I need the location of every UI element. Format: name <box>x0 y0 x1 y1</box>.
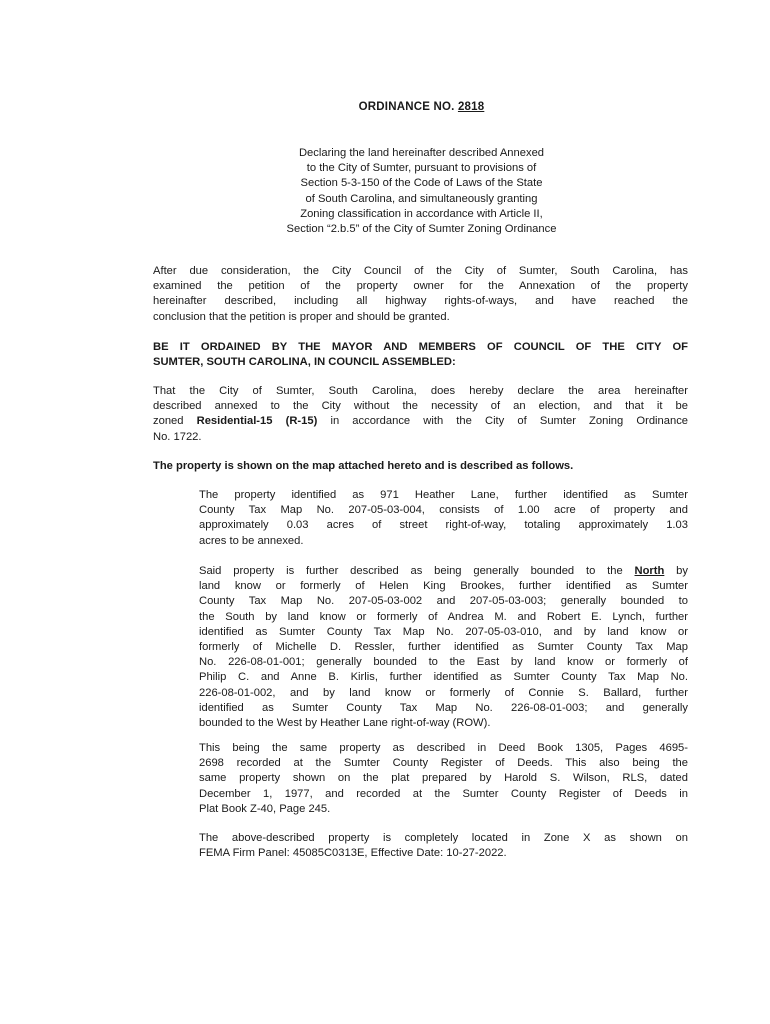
paragraph-line: Plat Book Z-40, Page 245. <box>199 802 331 815</box>
ordinance-title <box>0 101 770 113</box>
bounded-text: Said property is further described as being generally bounded to the <box>199 565 635 577</box>
paragraph-line: After due consideration, the City Council of the City of Sumter, South Carolina, has <box>153 265 688 277</box>
paragraph-line: land know or formerly of Helen King Brookes, further identified as Sumter <box>199 580 688 593</box>
paragraph-line: That the City of Sumter, South Carolina, does hereby declare the area hereinafter <box>153 385 688 397</box>
north-label: North <box>634 565 665 577</box>
ordained-paragraph <box>153 340 688 370</box>
paragraph-line: hereinafter described, including all highway rights-of-ways, and have reached the <box>153 295 688 308</box>
paragraph-line: bounded to the West by Heather Lane right-of-way (ROW). <box>199 717 491 730</box>
ordinance-title-prefix: ORDINANCE NO. <box>358 101 458 113</box>
paragraph-line: This being the same property as described in Deed Book 1305, Pages 4695- <box>199 742 688 754</box>
property-heading: The property is shown on the map attached hereto and is described as follows. <box>153 460 574 472</box>
paragraph-line: described annexed to the City without the necessity of an election, and that it be <box>153 400 688 413</box>
paragraph-line: identified as Sumter County Tax Map No. 226-08-01-003; and generally <box>199 701 688 714</box>
paragraph-line: County Tax Map No. 207-05-03-004, consists of 1.00 acre of property and <box>199 504 688 517</box>
paragraph-line: FEMA Firm Panel: 45085C0313E, Effective Date: 10-27-2022. <box>199 847 507 860</box>
ordinance-subtitle <box>0 146 770 237</box>
zoning-classification: Residential-15 (R-15) <box>196 415 318 428</box>
paragraph-line: conclusion that the petition is proper and should be granted. <box>153 310 450 323</box>
boundaries-paragraph <box>199 564 688 731</box>
zoned-text: zoned <box>153 415 197 428</box>
zoning-text: in accordance with the City of Sumter Zoning Ordinance <box>317 415 689 428</box>
paragraph-line: December 1, 1977, and recorded at the Sumter County Register of Deeds in <box>199 787 688 800</box>
paragraph-line: BE IT ORDAINED BY THE MAYOR AND MEMBERS OF COUNCIL OF THE CITY OF <box>153 341 688 353</box>
subtitle-line: of South Carolina, and simultaneously granting <box>305 192 538 205</box>
paragraph-line: acres to be annexed. <box>199 534 304 547</box>
subtitle-line: to the City of Sumter, pursuant to provisions of <box>306 162 537 175</box>
paragraph-line: identified as Sumter County Tax Map No. 207-05-03-010, and by land know or <box>199 625 688 638</box>
declaration-paragraph <box>153 384 688 445</box>
paragraph-line: Philip C. and Anne B. Kirlis, further identified as Sumter County Tax Map No. <box>199 671 688 684</box>
paragraph-line: 2698 recorded at the Sumter County Register of Deeds. This also being the <box>199 757 688 770</box>
by-text: by <box>664 565 688 577</box>
subtitle-line: Zoning classification in accordance with Article II, <box>300 207 543 220</box>
paragraph-line: the South by land know or formerly of Andrea M. and Robert E. Lynch, further <box>199 610 688 623</box>
paragraph-line: approximately 0.03 acres of street right-of-way, totaling approximately 1.03 <box>199 519 688 532</box>
subtitle-line: Section 5-3-150 of the Code of Laws of the State <box>300 177 543 190</box>
property-identification-paragraph <box>199 488 688 549</box>
paragraph-line: examined the petition of the property owner for the Annexation of the property <box>153 280 688 293</box>
paragraph-line <box>153 414 688 429</box>
consideration-paragraph <box>153 264 688 325</box>
paragraph-line: The above-described property is completely located in Zone X as shown on <box>199 832 688 844</box>
paragraph-line: SUMTER, SOUTH CAROLINA, IN COUNCIL ASSEMBLED: <box>153 356 456 369</box>
paragraph-line: No. 226-08-01-001; generally bounded to the East by land know or formerly of <box>199 656 688 669</box>
subtitle-line: Declaring the land hereinafter described Annexed <box>298 147 545 159</box>
paragraph-line: 226-08-01-002, and by land know or formerly of Connie S. Ballard, further <box>199 686 688 699</box>
ordinance-number: 2818 <box>457 101 485 113</box>
paragraph-line: formerly of Michelle D. Ressler, further identified as Sumter County Tax Map <box>199 641 688 654</box>
flood-zone-paragraph <box>199 831 688 861</box>
deed-paragraph <box>199 741 688 817</box>
paragraph-line: The property identified as 971 Heather Lane, further identified as Sumter <box>199 489 688 501</box>
subtitle-line: Section “2.b.5” of the City of Sumter Zoning Ordinance <box>286 223 557 236</box>
paragraph-line: same property shown on the plat prepared by Harold S. Wilson, RLS, dated <box>199 772 688 785</box>
paragraph-line <box>199 564 688 579</box>
paragraph-line: County Tax Map No. 207-05-03-002 and 207-05-03-003; generally bounded to <box>199 595 688 608</box>
paragraph-line: No. 1722. <box>153 430 202 443</box>
